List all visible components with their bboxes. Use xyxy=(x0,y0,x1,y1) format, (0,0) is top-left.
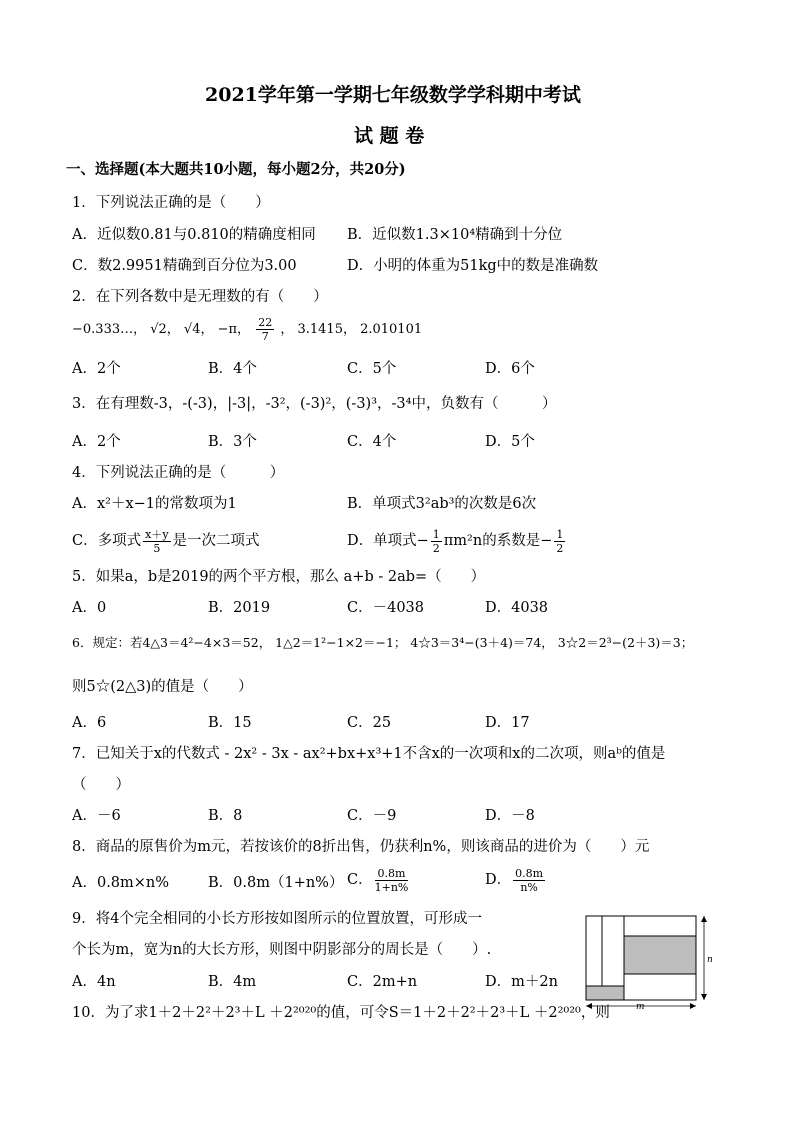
q4-option-d xyxy=(347,526,567,556)
q1-option-d: D．小明的体重为51kg中的数是准确数 xyxy=(347,258,599,274)
q4-d-mid: πm²n的系数是− xyxy=(443,533,553,549)
q1-option-c: C．数2.9951精确到百分位为3.00 xyxy=(72,258,297,274)
q9-stem-2: 个长为m，宽为n的大长方形，则图中阴影部分的周长是（ ）. xyxy=(72,942,492,958)
q7-option-a: A．－6 xyxy=(72,808,121,824)
q5-option-c: C．－4038 xyxy=(347,600,424,616)
q8-d-pre: D． xyxy=(485,872,512,888)
q4-d-num: 1 xyxy=(432,527,440,541)
q8-c-fraction xyxy=(375,867,409,894)
width-arrow-right xyxy=(690,1003,696,1009)
q3-option-d: D．5个 xyxy=(485,434,535,450)
q2-frac-num: 22 xyxy=(258,316,273,329)
q5-stem: 5．如果a，b是2019的两个平方根，那么 a+b - 2ab=（ ） xyxy=(72,569,486,585)
shaded-region-bottom-left xyxy=(586,986,624,1000)
q2-option-d: D．6个 xyxy=(485,361,535,377)
q2-list-b: ， 3.1415， 2.010101 xyxy=(280,322,423,337)
q4-d-num-2: 1 xyxy=(556,527,564,541)
q2-number-list xyxy=(72,316,422,343)
section-heading: 一、选择题(本大题共10小题，每小题2分，共20分) xyxy=(66,161,406,178)
q4-d-den: 2 xyxy=(432,541,440,555)
q2-option-a: A．2个 xyxy=(72,361,121,377)
q2-list-a: −0.333…， √2， √4， −π， xyxy=(72,322,251,337)
q7-option-c: C．－9 xyxy=(347,808,397,824)
q8-d-num: 0.8m xyxy=(515,866,544,880)
q9-option-b: B．4m xyxy=(208,974,257,990)
q4-stem: 4．下列说法正确的是（ ） xyxy=(72,465,285,481)
q5-option-d: D．4038 xyxy=(485,600,549,616)
q8-option-b: B．0.8m（1+n%） xyxy=(208,875,344,891)
q6-stem: 6．规定：若4△3＝4²−4×3＝52， 1△2＝1²−1×2＝−1； 4☆3＝3⁴−(3＋4)＝74， 3☆2＝2³−(2＋3)＝3； xyxy=(72,635,694,650)
q4-d-fraction-2 xyxy=(554,528,565,555)
q6-option-b: B．15 xyxy=(208,715,252,731)
q2-option-c: C．5个 xyxy=(347,361,397,377)
q4-c-den: 5 xyxy=(153,541,161,555)
q3-option-c: C．4个 xyxy=(347,434,397,450)
q3-option-b: B．3个 xyxy=(208,434,257,450)
q4-c-fraction xyxy=(143,528,170,555)
q8-option-a: A．0.8m×n% xyxy=(72,875,170,891)
q8-c-num: 0.8m xyxy=(375,867,409,881)
q8-option-d xyxy=(485,864,547,896)
q2-stem: 2．在下列各数中是无理数的有（ ） xyxy=(72,289,328,305)
q8-stem: 8．商品的原售价为m元，若按该价的8折出售，仍获利n%，则该商品的进价为（ ）元 xyxy=(72,839,650,855)
q4-c-post: 是一次二项式 xyxy=(172,533,260,549)
q7-stem-2: （ ） xyxy=(72,777,130,793)
height-arrow-top xyxy=(701,916,707,922)
q8-option-c xyxy=(347,864,410,896)
q8-d-den: n% xyxy=(520,880,538,894)
q2-option-b: B．4个 xyxy=(208,361,257,377)
q7-stem: 7．已知关于x的代数式 - 2x² - 3x - ax²+bx+x³+1不含x的一次项和x的二次项，则aᵇ的值是 xyxy=(72,746,666,762)
exam-subtitle: 试 题 卷 xyxy=(354,125,425,147)
q3-option-a: A．2个 xyxy=(72,434,121,450)
exam-title: 2021学年第一学期七年级数学学科期中考试 xyxy=(205,84,581,106)
q9-option-c: C．2m+n xyxy=(347,974,418,990)
q4-c-num: x＋y xyxy=(145,527,169,541)
rectangles-figure xyxy=(584,914,714,1010)
shaded-region-top-right xyxy=(624,936,696,974)
q2-fraction xyxy=(256,316,274,343)
q5-option-a: A．0 xyxy=(72,600,107,616)
q8-c-den: 1+n% xyxy=(374,880,409,894)
q4-option-c xyxy=(72,526,260,556)
q3-stem: 3．在有理数-3，-(-3)，|-3|，-3²，(-3)²，(-3)³，-3⁴中，负数有（ ） xyxy=(72,396,557,412)
q9-stem: 9．将4个完全相同的小长方形按如图所示的位置放置，可形成一 xyxy=(72,911,482,927)
q6-option-d: D．17 xyxy=(485,715,530,731)
q7-option-b: B．8 xyxy=(208,808,243,824)
q6-option-c: C．25 xyxy=(347,715,392,731)
q7-option-d: D．－8 xyxy=(485,808,535,824)
q1-option-b: B．近似数1.3×10⁴精确到十分位 xyxy=(347,227,563,243)
q8-d-fraction xyxy=(513,867,545,894)
height-arrow-bottom xyxy=(701,994,707,1000)
q8-c-pre: C． xyxy=(347,872,373,888)
label-n: n xyxy=(707,955,713,965)
q4-d-pre: D．单项式− xyxy=(347,533,429,549)
q10-stem: 10．为了求1＋2＋2²＋2³＋L ＋2²⁰²⁰的值，可令S＝1＋2＋2²＋2³＋L ＋2²⁰²⁰，则 xyxy=(72,1005,610,1021)
q5-option-b: B．2019 xyxy=(208,600,271,616)
q6-option-a: A．6 xyxy=(72,715,107,731)
q9-option-a: A．4n xyxy=(72,974,116,990)
q1-stem: 1．下列说法正确的是（ ） xyxy=(72,195,270,211)
q4-option-a: A．x²＋x−1的常数项为1 xyxy=(72,496,237,512)
q9-option-d: D．m＋2n xyxy=(485,974,558,990)
q4-d-fraction xyxy=(431,528,442,555)
q2-frac-den: 7 xyxy=(261,330,269,343)
q6-stem-2: 则5☆(2△3)的值是（ ） xyxy=(72,679,253,695)
q1-option-a: A．近似数0.81与0.810的精确度相同 xyxy=(72,227,316,243)
q4-d-den-2: 2 xyxy=(556,541,564,555)
label-m: m xyxy=(636,1002,645,1010)
q4-option-b: B．单项式3²ab³的次数是6次 xyxy=(347,496,537,512)
q4-c-pre: C．多项式 xyxy=(72,533,142,549)
